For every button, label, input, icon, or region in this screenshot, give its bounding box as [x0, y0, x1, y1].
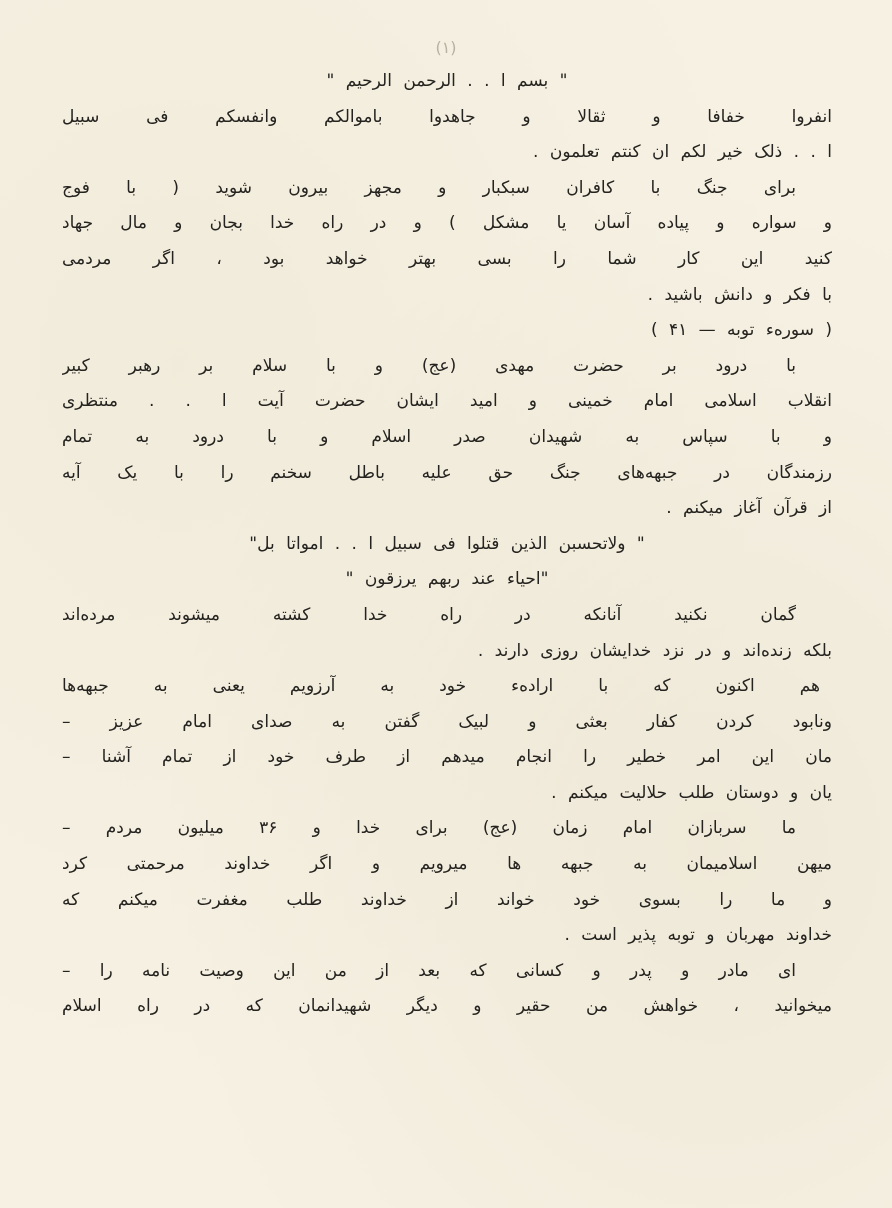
verse-quote-line: " ولاتحسبن الذین قتلوا فی سبیل ا . . امواتا بل"	[249, 533, 645, 554]
testament-line: هم اکنون که با اراده‌ء خود به آرزویم یعنی به جبهه‌ها	[62, 676, 820, 697]
verse-translation-line: بلکه زنده‌اند و در نزد خدایشان روزی دارند .	[477, 640, 832, 661]
testament-line: میهن اسلامیمان به جبهه ها میرویم و اگر خداوند مرحمتی کرد	[62, 854, 832, 875]
greeting-line: با درود بر حضرت مهدی (عج) و با سلام بر رهبر کبیر	[62, 355, 796, 376]
testament-line: ای مادر و پدر و کسانی که بعد از من این وصیت نامه را –	[62, 960, 796, 981]
testament-line: ونابود کردن کفار بعثی و لبیک گفتن به صدای امام عزیز –	[62, 711, 832, 732]
testament-line: یان و دوستان طلب حلالیت میکنم .	[551, 782, 832, 803]
translation-line: و سواره و پیاده آسان یا مشکل ) و در راه خدا بجان و مال جهاد	[62, 213, 832, 234]
quran-verse-line: ا . . ذلک خیر لکم ان کنتم تعلمون .	[533, 142, 832, 163]
translation-line: با فکر و دانش باشید .	[647, 284, 832, 305]
surah-citation: ( سوره‌ء توبه — ۴۱ )	[650, 320, 832, 341]
greeting-line: انقلاب اسلامی امام خمینی و امید ایشان حضرت آیت ا . . منتظری	[62, 391, 832, 412]
verse-quote-line: "احیاء عند ربهم یرزقون "	[345, 569, 549, 590]
document-body	[62, 64, 832, 1025]
testament-line: ما سربازان امام زمان (عج) برای خدا و ۳۶ میلیون مردم –	[62, 818, 796, 839]
translation-line: کنید این کار شما را بسی بهتر خواهد بود ، اگر مردمی	[62, 248, 832, 269]
testament-line: میخوانید ، خواهش من حقیر و دیگر شهیدانمان که در راه اسلام	[62, 996, 832, 1017]
testament-line: مان این امر خطیر را انجام میدهم از طرف خود از تمام آشنا –	[62, 747, 832, 768]
greeting-line: از قرآن آغاز میکنم .	[666, 498, 832, 519]
testament-line: خداوند مهربان و توبه پذیر است .	[564, 925, 832, 946]
testament-line: و ما را بسوی خود خواند از خداوند طلب مغفرت میکنم که	[62, 889, 832, 910]
translation-line: برای جنگ با کافران سبکبار و مجهز بیرون شوید ( با فوج	[62, 177, 796, 198]
quran-verse-line: انفروا خفافا و ثقالا و جاهدوا باموالکم وانفسکم فی سبیل	[62, 106, 832, 127]
verse-translation-line: گمان نکنید آنانکه در راه خدا کشته میشوند مرده‌اند	[62, 604, 796, 625]
page-number: (۱)	[435, 38, 457, 57]
greeting-line: رزمندگان در جبهه‌های جنگ حق علیه باطل سخنم را با یک آیه	[62, 462, 832, 483]
basmala-heading: " بسم ا . . الرحمن الرحیم "	[326, 71, 568, 91]
greeting-line: و با سپاس به شهیدان صدر اسلام و با درود به تمام	[62, 426, 832, 447]
